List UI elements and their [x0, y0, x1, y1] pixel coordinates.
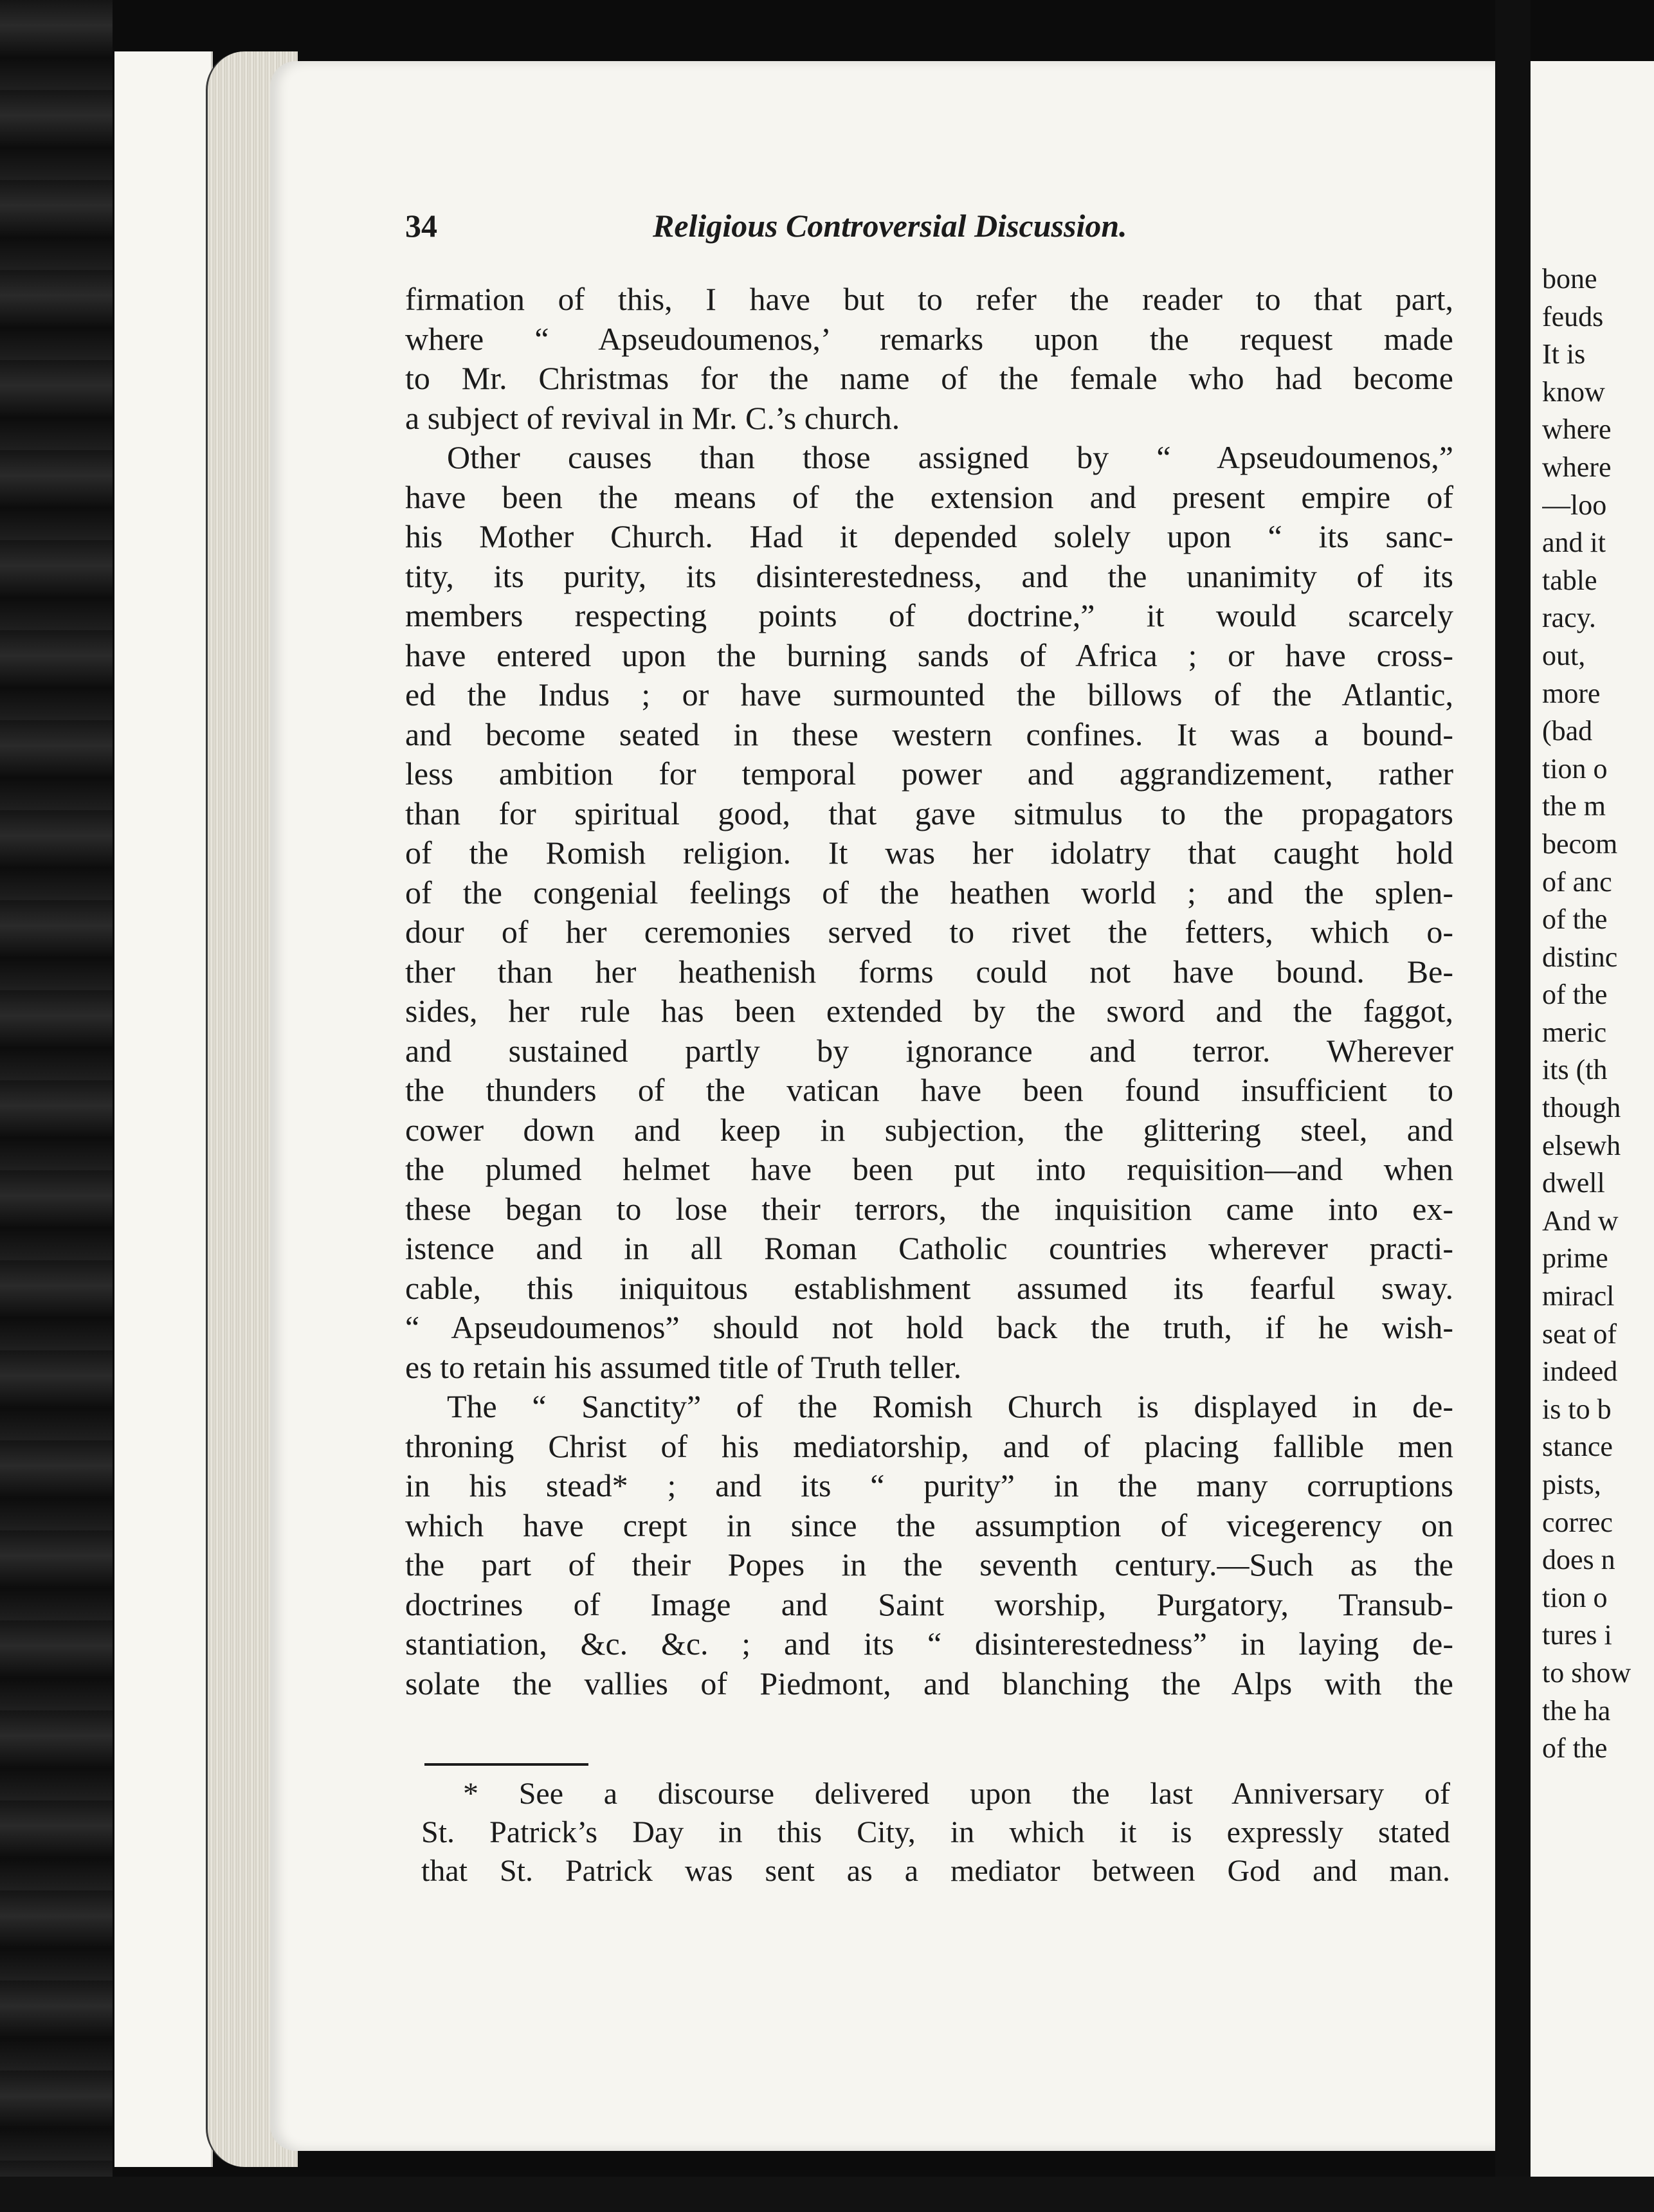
facing-line: elsewh — [1542, 1129, 1621, 1161]
facing-line: know — [1542, 376, 1605, 408]
text-line: these began to lose their terrors, the inquisition came into ex- — [405, 1190, 1453, 1227]
text-line: cable, this iniquitous establishment assumed its fearful sway. — [405, 1269, 1453, 1306]
text-line: where “ Apseudoumenos,’ remarks upon the request made — [405, 320, 1453, 357]
facing-line: and it — [1542, 527, 1606, 559]
footnote — [421, 1775, 1450, 1890]
paper-strip — [114, 51, 213, 2167]
facing-line: correc — [1542, 1506, 1613, 1538]
text-line: ther than her heathenish forms could not have bound. Be- — [405, 953, 1453, 990]
text-line: throning Christ of his mediatorship, and of placing fallible men — [405, 1428, 1453, 1464]
facing-line: of the — [1542, 979, 1608, 1011]
text-line: in his stead* ; and its “ purity” in the many corruptions — [405, 1467, 1453, 1503]
facing-line: feuds — [1542, 300, 1604, 332]
facing-line: its (th — [1542, 1054, 1608, 1086]
text-line: istence and in all Roman Catholic countries wherever practi- — [405, 1230, 1453, 1266]
text-line: The “ Sanctity” of the Romish Church is displayed in de- — [447, 1388, 1453, 1424]
facing-line: —loo — [1542, 489, 1607, 521]
facing-line: of the — [1542, 1732, 1608, 1764]
facing-line: does n — [1542, 1544, 1615, 1576]
facing-line: racy. — [1542, 602, 1596, 634]
running-title: Religious Controversial Discussion. — [653, 208, 1127, 244]
footnote-line: St. Patrick’s Day in this City, in which it is expressly stated — [421, 1815, 1450, 1849]
text-line: tity, its purity, its disinterestedness, and the unanimity of its — [405, 558, 1453, 594]
facing-line: dwell — [1542, 1167, 1605, 1199]
facing-line: seat of — [1542, 1318, 1617, 1350]
facing-line: out, — [1542, 639, 1586, 671]
text-line: and sustained partly by ignorance and terror. Wherever — [405, 1032, 1453, 1069]
text-line: es to retain his assumed title of Truth teller. — [405, 1348, 962, 1385]
running-header — [405, 207, 1466, 252]
text-line: solate the vallies of Piedmont, and blanching the Alps with the — [405, 1665, 1453, 1701]
text-line: of the Romish religion. It was her idolatry that caught hold — [405, 835, 1453, 871]
facing-line: bone — [1542, 263, 1597, 295]
text-line: his Mother Church. Had it depended solely upon “ its sanc- — [405, 518, 1453, 554]
facing-line: indeed — [1542, 1355, 1618, 1388]
text-line: of the congenial feelings of the heathen world ; and the splen- — [405, 874, 1453, 911]
facing-line: where — [1542, 413, 1612, 446]
facing-line: to show — [1542, 1656, 1631, 1689]
facing-line: pists, — [1542, 1469, 1601, 1500]
facing-line: though — [1542, 1092, 1621, 1124]
facing-line: table — [1542, 564, 1597, 596]
facing-line: It is — [1542, 338, 1586, 370]
text-line: stantiation, &c. &c. ; and its “ disinterestedness” in laying de- — [405, 1626, 1453, 1662]
facing-line: distinc — [1542, 941, 1618, 973]
text-line: firmation of this, I have but to refer the reader to that part, — [405, 281, 1453, 317]
facing-page-text — [1542, 260, 1654, 1768]
facing-line: meric — [1542, 1016, 1607, 1048]
facing-line: (bad — [1542, 715, 1593, 747]
text-line: the plumed helmet have been put into requisition—and when — [405, 1151, 1453, 1187]
facing-line: the ha — [1542, 1694, 1611, 1727]
footnote-rule — [424, 1763, 588, 1766]
facing-line: stance — [1542, 1431, 1613, 1463]
text-line: less ambition for temporal power and aggrandizement, rather — [405, 756, 1453, 792]
scan-dark-edge — [0, 0, 113, 2212]
facing-line: tures i — [1542, 1619, 1612, 1651]
book-gutter — [1495, 0, 1531, 2212]
facing-line: more — [1542, 677, 1601, 709]
facing-line: prime — [1542, 1242, 1608, 1274]
text-line: the thunders of the vatican have been found insufficient to — [405, 1072, 1453, 1108]
text-line: have entered upon the burning sands of Africa ; or have cross- — [405, 637, 1453, 673]
text-line: and become seated in these western confines. It was a bound- — [405, 716, 1453, 752]
text-line: have been the means of the extension and present empire of — [405, 478, 1453, 515]
footnote-line: that St. Patrick was sent as a mediator between God and man. — [421, 1854, 1450, 1888]
facing-line: And w — [1542, 1204, 1619, 1237]
footnote-line: * See a discourse delivered upon the last Anniversary of — [463, 1777, 1450, 1811]
page-number: 34 — [405, 208, 437, 244]
text-line: than for spiritual good, that gave sitmulus to the propagators — [405, 795, 1453, 831]
text-line: a subject of revival in Mr. C.’s church. — [405, 399, 900, 436]
scan-bottom-edge — [0, 2177, 1654, 2212]
text-line: dour of her ceremonies served to rivet the fetters, which o- — [405, 914, 1453, 950]
text-line: to Mr. Christmas for the name of the female who had become — [405, 360, 1453, 396]
facing-line: of anc — [1542, 866, 1612, 898]
text-line: Other causes than those assigned by “ Apseudoumenos,” — [447, 439, 1453, 475]
facing-line: miracl — [1542, 1280, 1615, 1312]
text-line: cower down and keep in subjection, the glittering steel, and — [405, 1111, 1453, 1148]
facing-line: where — [1542, 451, 1612, 483]
text-line: ed the Indus ; or have surmounted the billows of the Atlantic, — [405, 676, 1453, 712]
facing-line: becom — [1542, 828, 1618, 860]
text-line: sides, her rule has been extended by the sword and the faggot, — [405, 993, 1453, 1029]
body-text — [405, 280, 1453, 1703]
facing-line: of the — [1542, 903, 1608, 936]
text-line: doctrines of Image and Saint worship, Purgatory, Transub- — [405, 1586, 1453, 1622]
text-line: “ Apseudoumenos” should not hold back the truth, if he wish- — [405, 1309, 1453, 1345]
text-line: which have crept in since the assumption of vicegerency on — [405, 1507, 1453, 1543]
text-line: members respecting points of doctrine,” it would scarcely — [405, 597, 1453, 633]
facing-line: is to b — [1542, 1393, 1612, 1425]
facing-line: the m — [1542, 790, 1606, 822]
facing-line: tion o — [1542, 1581, 1608, 1613]
facing-line: tion o — [1542, 752, 1608, 784]
text-line: the part of their Popes in the seventh century.—Such as the — [405, 1546, 1453, 1582]
